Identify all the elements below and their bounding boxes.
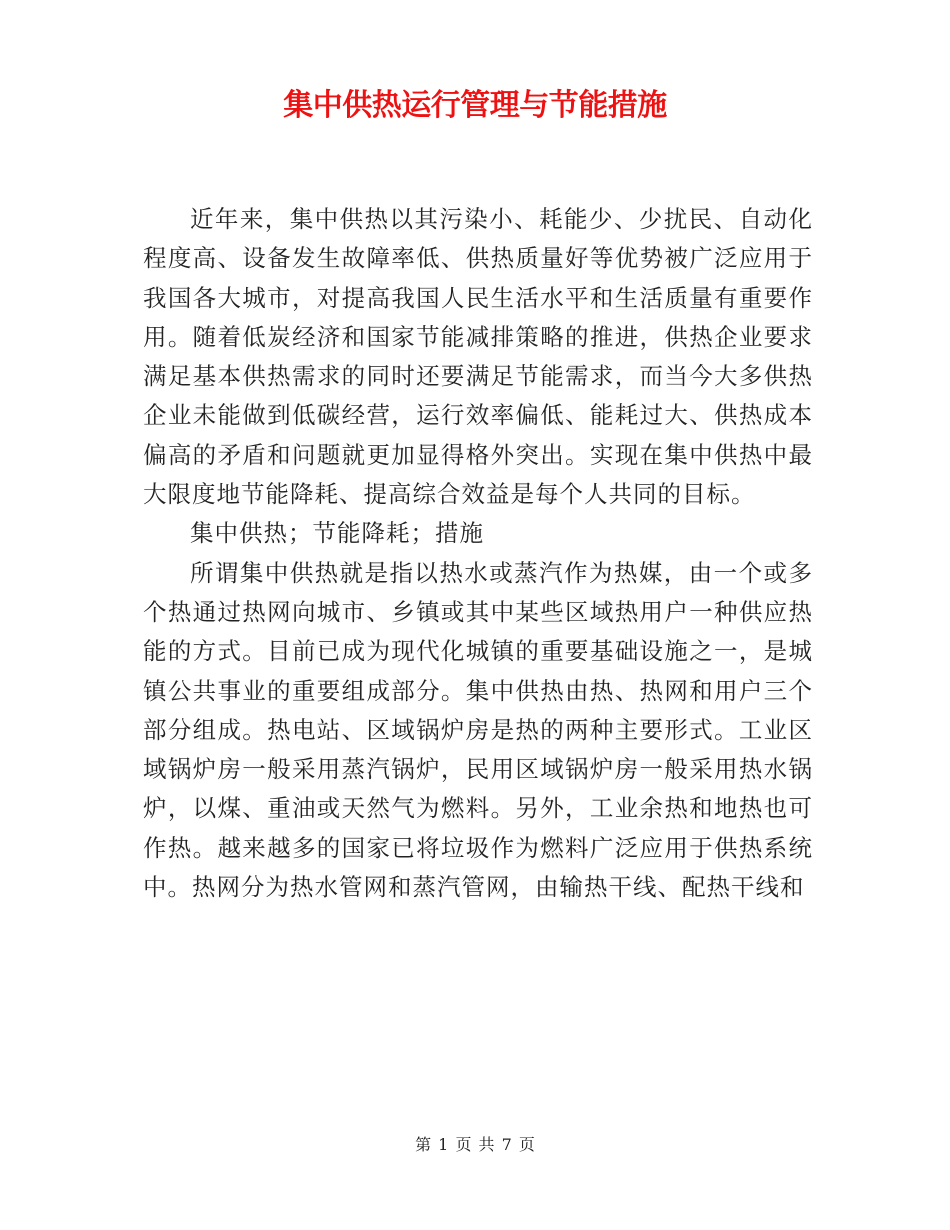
page-footer: 第 1 页 共 7 页	[415, 1135, 535, 1154]
abstract-paragraph: 近年来，集中供热以其污染小、耗能少、少扰民、自动化程度高、设备发生故障率低、供热质量好等优势被广泛应用于我国各大城市，对提高我国人民生活水平和生活质量有重要作用。随着低炭经济和国家节能减排策略的推进，供热企业要求满足基本供热需求的同时还要满足节能需求，而当今大多供热企业未能做到低碳经营，运行效率偏低、能耗过大、供热成本偏高的矛盾和问题就更加显得格外突出。实现在集中供热中最大限度地节能降耗、提高综合效益是每个人共同的目标。	[143, 205, 813, 509]
body-paragraph: 所谓集中供热就是指以热水或蒸汽作为热媒，由一个或多个热通过热网向城市、乡镇或其中某些区域热用户一种供应热能的方式。目前已成为现代化城镇的重要基础设施之一，是城镇公共事业的重要组成部分。集中供热由热、热网和用户三个部分组成。热电站、区域锅炉房是热的两种主要形式。工业区域锅炉房一般采用蒸汽锅炉，民用区域锅炉房一般采用热水锅炉，以煤、重油或天然气为燃料。另外，工业余热和地热也可作热。越来越多的国家已将垃圾作为燃料广泛应用于供热系统中。热网分为热水管网和蒸汽管网，由输热干线、配热干线和	[143, 558, 813, 902]
keywords-paragraph: 集中供热；节能降耗；措施	[190, 519, 484, 548]
document-title: 集中供热运行管理与节能措施	[283, 88, 667, 123]
document-body	[143, 200, 813, 907]
